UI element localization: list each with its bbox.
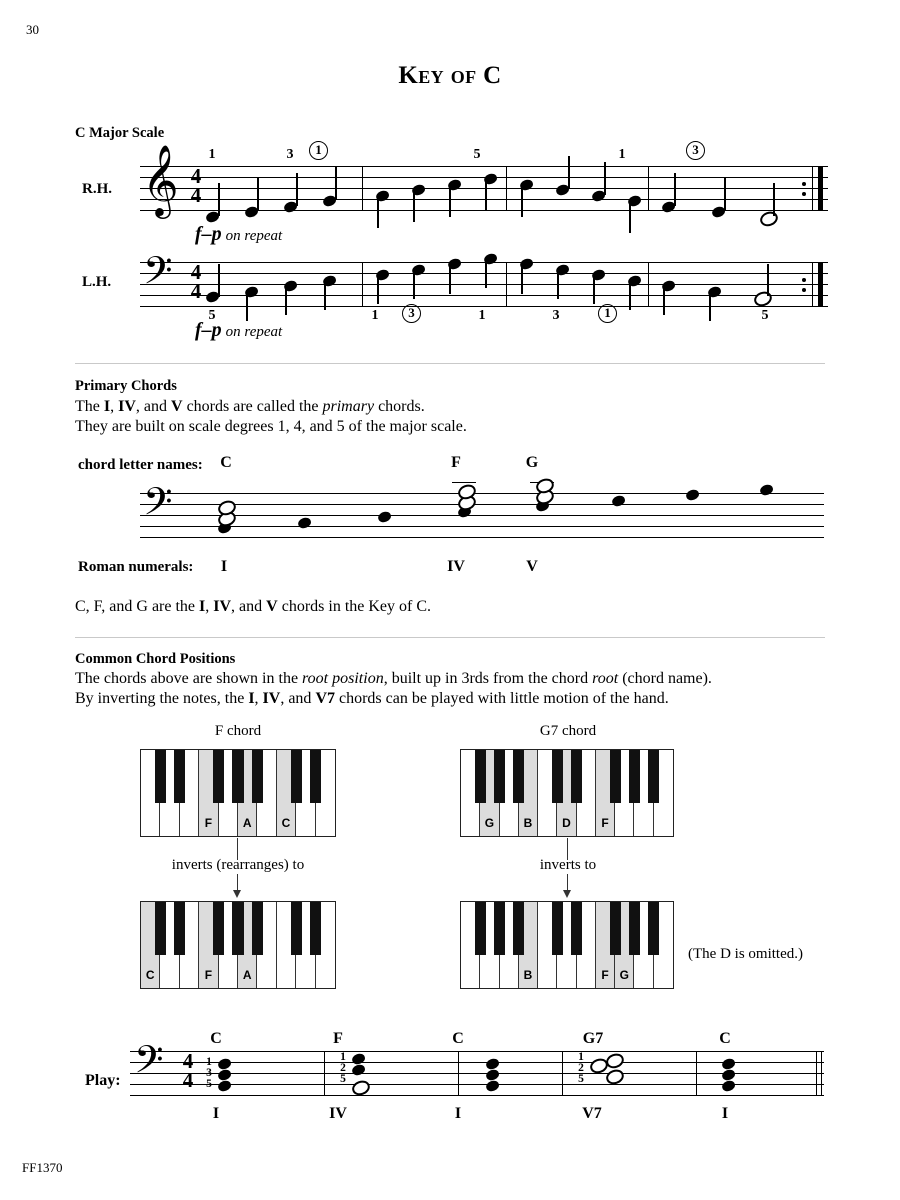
key-label: F [601,816,609,830]
fingering-stack: 1 2 5 [578,1051,584,1085]
chord-letter-names-label: chord letter names: [78,457,203,473]
play-roman-numeral: I [212,1105,220,1122]
fingering: 3 [552,308,560,323]
treble-staff [140,142,828,216]
fingering: 5 [761,308,769,323]
black-key[interactable] [213,902,224,955]
title-k: K [398,62,419,89]
black-key[interactable] [291,902,302,955]
bass-clef-icon: 𝄢 [143,479,173,533]
black-key[interactable] [252,902,263,955]
black-key[interactable] [475,902,486,955]
f-chord-caption: F chord [214,723,262,739]
arrow-head-icon [233,890,241,898]
fingering: 5 [208,308,216,323]
play-chord-name: G7 [582,1030,604,1047]
fingering-circled: 1 [309,141,328,160]
key-label: A [242,968,252,982]
key-label: G [619,968,629,982]
keyboard-f-chord[interactable] [140,749,336,837]
page-number: 30 [26,22,39,37]
fingering: 1 [618,147,626,162]
play-roman-numeral: I [454,1105,462,1122]
fingering: 1 [371,308,379,323]
right-hand-label: R.H. [82,181,112,197]
time-signature: 4 4 [190,164,202,207]
fingering-stack: 1 2 5 [340,1051,346,1085]
key-label: C [145,968,155,982]
left-hand-label: L.H. [82,274,112,290]
fingering: 3 [286,147,294,162]
black-key[interactable] [291,750,302,803]
play-roman-numeral: IV [329,1105,347,1122]
fingering-circled: 3 [402,304,421,323]
bass-staff [140,248,828,323]
common-chord-positions-line-2: By inverting the notes, the I, IV, and V7 chords can be played with little motion of the hand. [75,690,669,707]
c-major-scale-heading: C Major Scale [75,125,165,141]
time-signature: 4 4 [182,1049,194,1092]
keyboard-f-inverted[interactable] [140,901,336,989]
title-ey: EY [418,67,445,87]
black-key[interactable] [571,902,582,955]
fingering-circled: 3 [686,141,705,160]
key-label: C [281,816,291,830]
bass-clef-icon: 𝄢 [134,1037,164,1091]
black-key[interactable] [629,750,640,803]
bass-clef-icon: 𝄢 [143,248,173,302]
fingering-stack: 1 3 5 [206,1056,212,1090]
key-label: G [484,816,495,830]
play-roman-numeral: V7 [582,1105,602,1122]
primary-chords-line-2: They are built on scale degrees 1, 4, and 5 of the major scale. [75,418,467,435]
black-key[interactable] [494,902,505,955]
play-label: Play: [85,1072,121,1089]
fingering: 1 [478,308,486,323]
black-key[interactable] [310,902,321,955]
fingering: 5 [473,147,481,162]
black-key[interactable] [610,750,621,803]
black-key[interactable] [648,750,659,803]
black-key[interactable] [232,902,243,955]
dynamic-marking-rh: f–p on repeat [195,223,283,245]
common-chord-positions-line-1: The chords above are shown in the root position, built up in 3rds from the chord root (chord name). [75,670,712,687]
key-label: A [242,816,252,830]
arrow-head-icon [563,890,571,898]
fingering-circled: 1 [598,304,617,323]
black-key[interactable] [252,750,263,803]
primary-chords-line-1: The I, IV, and V chords are called the primary chords. [75,398,425,415]
title-c: C [483,62,502,89]
time-signature: 4 4 [190,260,202,303]
roman-numeral-i: I [220,558,228,575]
page-title [0,62,900,90]
chord-letter-c: C [220,454,232,471]
play-chord-name: C [719,1030,731,1047]
key-label: B [523,816,533,830]
omitted-note: (The D is omitted.) [688,946,803,962]
chord-letter-g: G [525,454,539,471]
footer-code: FF1370 [22,1160,63,1175]
primary-chords-staff [140,479,824,538]
roman-numeral-v: V [526,558,538,575]
black-key[interactable] [610,902,621,955]
black-key[interactable] [475,750,486,803]
title-of: OF [450,67,477,87]
play-roman-numeral: I [721,1105,729,1122]
play-chord-name: C [210,1030,222,1047]
black-key[interactable] [155,902,166,955]
g7-chord-caption: G7 chord [539,723,597,739]
primary-chords-heading: Primary Chords [75,378,177,394]
primary-chords-summary: C, F, and G are the I, IV, and V chords in the Key of C. [75,598,432,615]
black-key[interactable] [552,902,563,955]
key-label: F [204,816,213,830]
chord-letter-f: F [451,454,461,471]
key-label: F [204,968,213,982]
black-key[interactable] [571,750,582,803]
black-key[interactable] [174,902,185,955]
key-label: F [601,968,609,982]
dynamic-marking-lh: f–p on repeat [195,319,283,341]
divider [75,363,825,364]
keyboard-g7-inverted[interactable] [460,901,674,989]
black-key[interactable] [494,750,505,803]
fingering: 1 [208,147,216,162]
black-key[interactable] [155,750,166,803]
play-chord-name: C [452,1030,464,1047]
roman-numerals-label: Roman numerals: [78,559,194,575]
black-key[interactable] [552,750,563,803]
treble-clef-icon: 𝄞 [142,143,179,216]
black-key[interactable] [629,902,640,955]
invert-label-right: inverts to [539,857,597,873]
black-key[interactable] [174,750,185,803]
black-key[interactable] [648,902,659,955]
black-key[interactable] [513,750,524,803]
divider [75,637,825,638]
key-label: D [562,816,571,830]
black-key[interactable] [513,902,524,955]
roman-numeral-iv: IV [447,558,465,575]
key-label: B [523,968,533,982]
play-chord-name: F [333,1030,343,1047]
black-key[interactable] [232,750,243,803]
invert-label-left: inverts (rearranges) to [171,857,305,873]
common-chord-positions-heading: Common Chord Positions [75,651,236,667]
black-key[interactable] [213,750,224,803]
black-key[interactable] [310,750,321,803]
keyboard-g7-chord[interactable] [460,749,674,837]
